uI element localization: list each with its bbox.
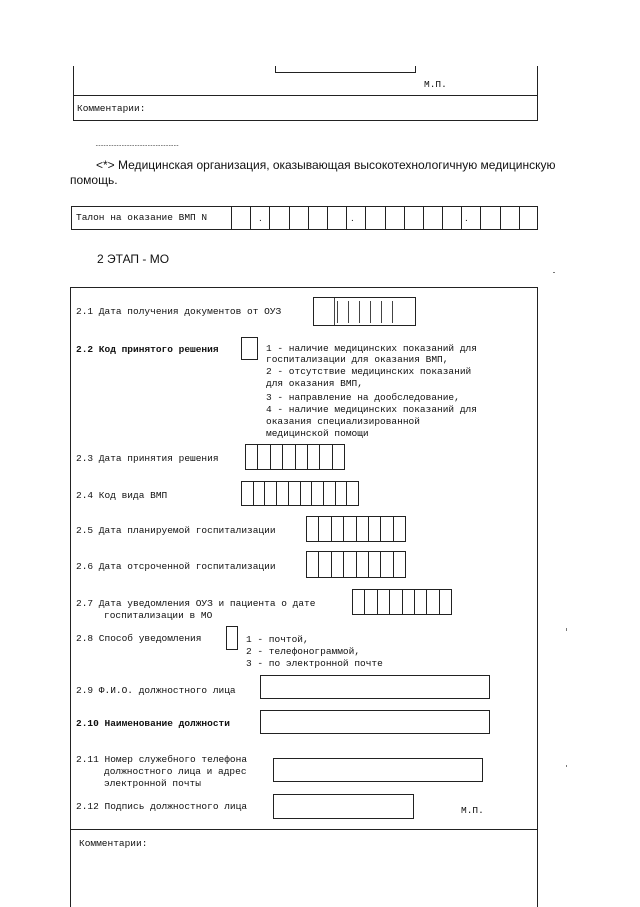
field-2-5-label: 2.5 Дата планируемой госпитализации bbox=[76, 525, 276, 536]
option-text: 3 - по электронной почте bbox=[246, 658, 383, 669]
scan-mark bbox=[553, 272, 555, 273]
field-2-7-label-line2: госпитализации в МО bbox=[104, 610, 213, 621]
option-text: медицинской помощи bbox=[266, 428, 369, 439]
footnote-separator: -------------------------------- bbox=[95, 142, 179, 149]
talon-dot-2: . bbox=[351, 213, 354, 224]
option-text: для оказания ВМП, bbox=[266, 378, 363, 389]
field-2-3-label: 2.3 Дата принятия решения bbox=[76, 453, 219, 464]
stage-title: 2 ЭТАП - МО bbox=[97, 252, 170, 266]
field-2-1-label: 2.1 Дата получения документов от ОУЗ bbox=[76, 306, 282, 317]
field-2-11-label-line1: 2.11 Номер служебного телефона bbox=[76, 754, 248, 765]
option-text: оказания специализированной bbox=[266, 416, 420, 427]
option-text: 1 - почтой, bbox=[246, 634, 309, 645]
option-text: 2 - телефонограммой, bbox=[246, 646, 361, 657]
scan-mark bbox=[566, 765, 567, 767]
top-mp-label: М.П. bbox=[424, 79, 447, 90]
field-2-11-label-line3: электронной почты bbox=[104, 778, 201, 789]
field-2-2-code-input[interactable] bbox=[241, 337, 258, 360]
field-2-5-date-input[interactable] bbox=[306, 516, 406, 542]
field-2-6-date-input[interactable] bbox=[306, 551, 406, 578]
field-2-6-label: 2.6 Дата отсроченной госпитализации bbox=[76, 561, 276, 572]
talon-dot-1: . bbox=[259, 213, 262, 224]
scan-mark bbox=[566, 628, 567, 631]
option-text: 2 - отсутствие медицинских показаний bbox=[266, 366, 472, 377]
field-2-3-date-input[interactable] bbox=[245, 444, 345, 470]
option-text: 3 - направление на дообследование, bbox=[266, 392, 460, 403]
field-2-4-label: 2.4 Код вида ВМП bbox=[76, 490, 168, 501]
field-2-9-fio-input[interactable] bbox=[260, 675, 490, 699]
field-2-9-label: 2.9 Ф.И.О. должностного лица bbox=[76, 685, 236, 696]
field-2-11-label-line2: должностного лица и адрес bbox=[104, 766, 247, 777]
option-text: госпитализации для оказания ВМП, bbox=[266, 354, 449, 365]
field-2-2-label: 2.2 Код принятого решения bbox=[76, 344, 219, 355]
field-2-12-mp-label: М.П. bbox=[461, 805, 484, 816]
field-2-11-contact-input[interactable] bbox=[273, 758, 483, 782]
field-2-7-label-line1: 2.7 Дата уведомления ОУЗ и пациента о дате bbox=[76, 598, 316, 609]
field-2-12-signature-input[interactable] bbox=[273, 794, 414, 819]
option-text: 1 - наличие медицинских показаний для bbox=[266, 343, 477, 354]
stage2-comments-label: Комментарии: bbox=[79, 838, 148, 849]
talon-number-cells[interactable] bbox=[231, 206, 538, 230]
field-2-7-date-input[interactable] bbox=[352, 589, 452, 615]
option-text: 4 - наличие медицинских показаний для bbox=[266, 404, 477, 415]
footnote-text-line2: помощь. bbox=[70, 173, 118, 187]
field-2-8-label: 2.8 Способ уведомления bbox=[76, 633, 202, 644]
field-2-8-method-input[interactable] bbox=[226, 626, 238, 650]
top-comments-label: Комментарии: bbox=[77, 103, 146, 114]
talon-label: Талон на оказание ВМП N bbox=[76, 212, 208, 223]
field-2-1-date-ticks bbox=[337, 297, 393, 326]
talon-dot-3: . bbox=[465, 213, 468, 224]
footnote-text-line1: <*> Медицинская организация, оказывающая высокотехнологичную медицинскую bbox=[96, 158, 556, 172]
field-2-12-label: 2.12 Подпись должностного лица bbox=[76, 801, 248, 812]
field-2-4-code-input[interactable] bbox=[241, 481, 359, 506]
field-2-10-label: 2.10 Наименование должности bbox=[76, 718, 230, 729]
field-2-10-position-input[interactable] bbox=[260, 710, 490, 734]
